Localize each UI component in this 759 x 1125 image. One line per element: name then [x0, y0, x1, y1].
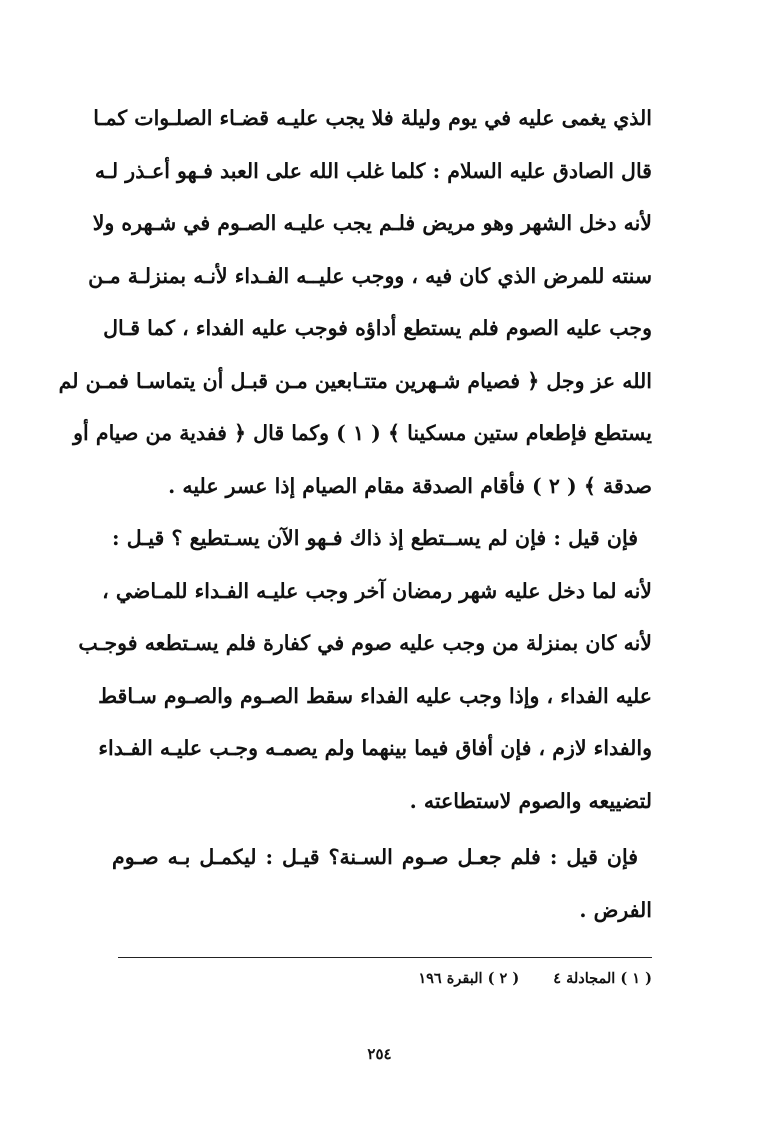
text-line: لأنه لما دخل عليه شهر رمضان آخر وجب عليـه الفـداء للمـاضي ، [102, 578, 652, 603]
text-line: قال الصادق عليه السلام : كلما غلب الله على العبد فـهو أعـذر لـه [94, 158, 652, 183]
text-line: والفداء لازم ، فإن أفاق فيما بينهما ولم يصمـه وجـب عليـه الفـداء [98, 736, 652, 760]
text-line: فإن قيل : فلم جعـل صـوم السـنة؟ قيـل : ليكمـل بـه صـوم [112, 845, 638, 869]
text-line: لتضييعه والصوم لاستطاعته . [409, 788, 652, 813]
text-line: عليه الفداء ، وإذا وجب عليه الفداء سقط الصـوم والصـوم سـاقط [98, 683, 652, 708]
footnotes [418, 970, 652, 987]
text-line: لأنه دخل الشهر وهو مريض فلـم يجب عليـه الصـوم في شـهره ولا [92, 211, 652, 235]
text-line: يستطع فإطعام ستين مسكينا ﴾ ( ١ ) وكما قال ﴿ ففدية من صيام أو [73, 421, 652, 445]
text-line: فإن قيل : فإن لم يســتطع إذ ذاك فـهو الآن يسـتطيع ؟ قيـل : [112, 526, 638, 550]
body-text [58, 92, 652, 936]
text-line: الله عز وجل ﴿ فصيام شـهرين متتـابعين مـن قبـل أن يتماسـا فمـن لم [58, 368, 652, 393]
page-number: ٢٥٤ [367, 1045, 392, 1063]
footnote-1: ( ١ ) المجادلة ٤ [553, 970, 652, 987]
text-line: الفرض . [579, 897, 652, 922]
text-line: الذي يغمى عليه في يوم وليلة فلا يجب عليـه قضـاء الصلـوات كمـا [93, 106, 652, 130]
text-line: لأنه كان بمنزلة من وجب عليه صوم في كفارة فلم يسـتطعه فوجـب [78, 631, 652, 655]
footnote-2: ( ٢ ) البقرة ١٩٦ [418, 970, 520, 987]
text-line: صدقة ﴾ ( ٢ ) فأقام الصدقة مقام الصيام إذا عسر عليه . [168, 473, 652, 498]
text-line: سنته للمرض الذي كان فيه ، ووجب عليــه الفـداء لأنـه بمنزلـة مـن [88, 263, 652, 288]
text-line: وجب عليه الصوم فلم يستطع أداؤه فوجب عليه الفداء ، كما قـال [103, 316, 652, 340]
footnote-divider [118, 957, 652, 958]
